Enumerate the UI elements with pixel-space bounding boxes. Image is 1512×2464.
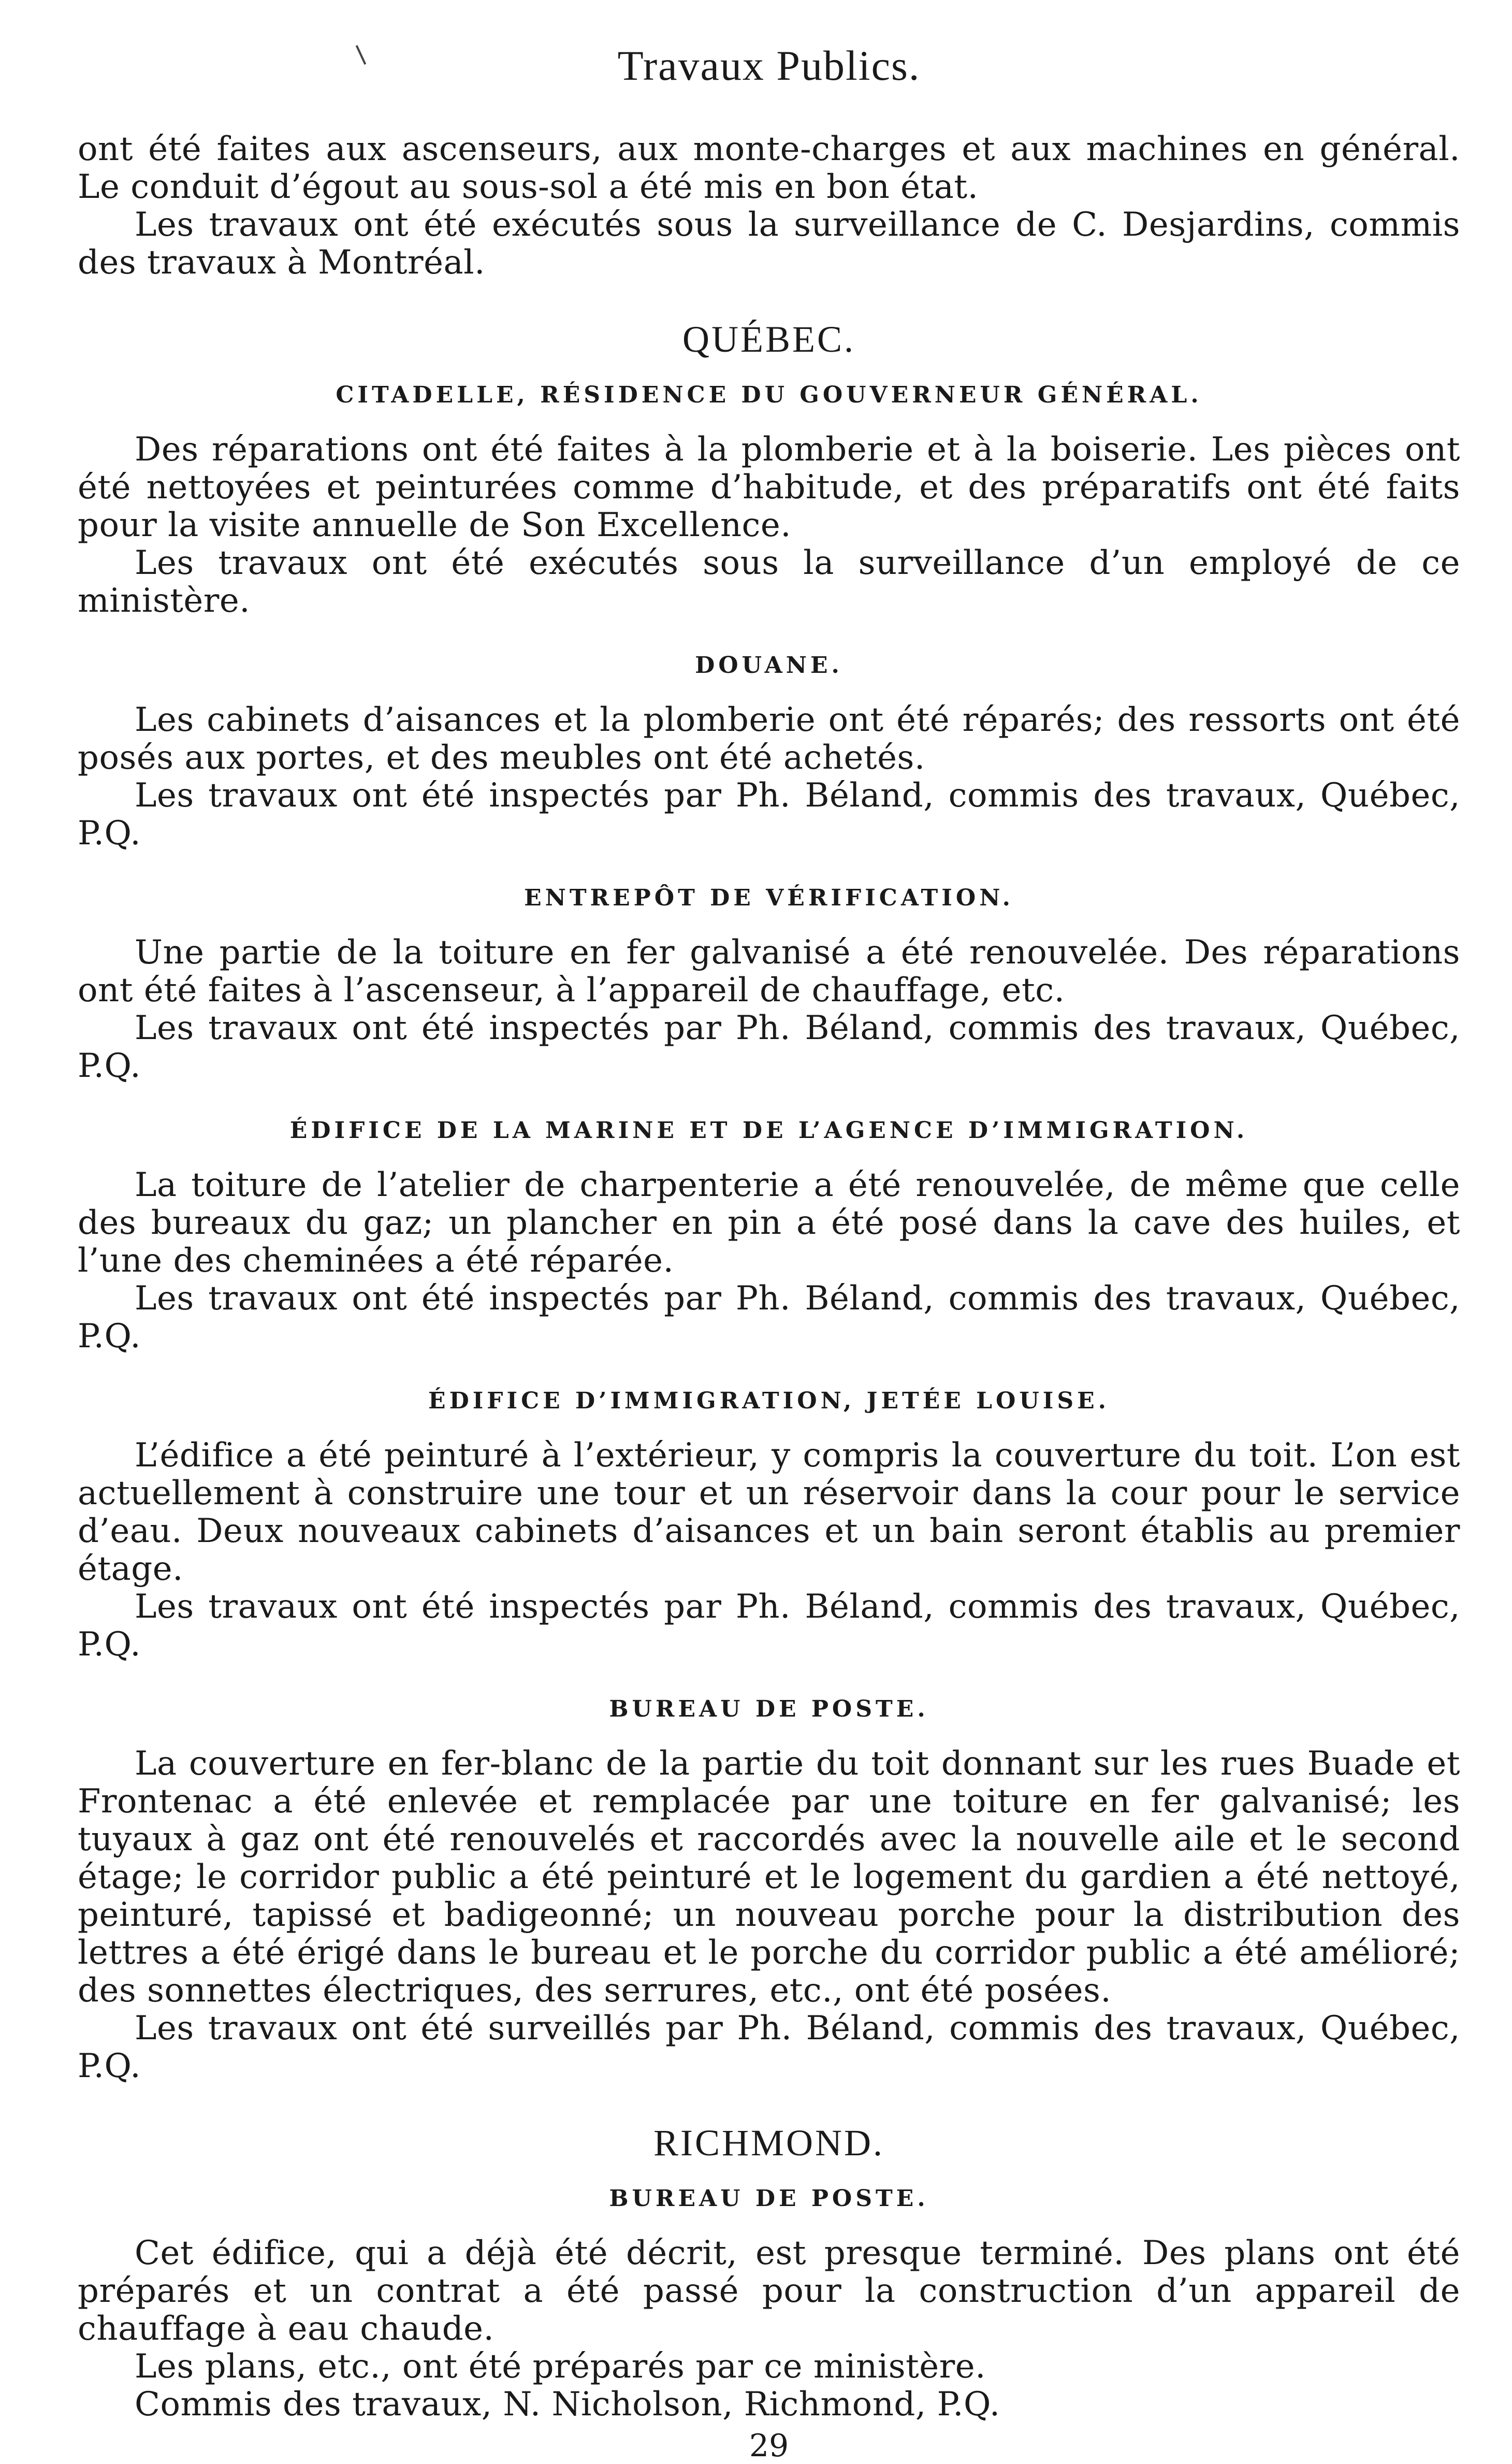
citadelle-paragraph-1: Des réparations ont été faites à la plomberie et à la boiserie. Les pièces ont été nettoyées et peinturées comme d’habitude, et des préparatifs ont été faits pour la visite annuelle de Son Excellence. xyxy=(78,430,1460,544)
douane-paragraph-2: Les travaux ont été inspectés par Ph. Béland, commis des travaux, Québec, P.Q. xyxy=(78,776,1460,853)
marine-paragraph-1: La toiture de l’atelier de charpenterie a été renouvelée, de même que celle des bureaux du gaz; un plancher en pin a été posé dans la cave des huiles, et l’une des cheminées a été réparée. xyxy=(78,1166,1460,1280)
section-heading-bureau-poste-richmond: BUREAU DE POSTE. xyxy=(609,2185,929,2212)
marine-paragraph-2: Les travaux ont été inspectés par Ph. Béland, commis des travaux, Québec, P.Q. xyxy=(78,1279,1460,1356)
entrepot-paragraph-1: Une partie de la toiture en fer galvanisé a été renouvelée. Des réparations ont été faites à l’ascenseur, à l’appareil de chauffage, etc. xyxy=(78,933,1460,1010)
section-heading-entrepot: ENTREPÔT DE VÉRIFICATION. xyxy=(524,885,1014,911)
immigration-paragraph-1: L’édifice a été peinturé à l’extérieur, y compris la couverture du toit. L’on est actuellement à construire une tour et un réservoir dans la cour pour le service d’eau. Deux nouveaux cabinets d’aisances et un bain seront établis au premier étage. xyxy=(78,1436,1460,1588)
douane-paragraph-1: Les cabinets d’aisances et la plomberie ont été réparés; des ressorts ont été posés aux portes, et des meubles ont été achetés. xyxy=(78,701,1460,777)
intro-paragraph-1: ont été faites aux ascenseurs, aux monte-charges et aux machines en général. Le conduit d’égout au sous-sol a été mis en bon état. xyxy=(78,130,1460,206)
entrepot-paragraph-2: Les travaux ont été inspectés par Ph. Béland, commis des travaux, Québec, P.Q. xyxy=(78,1009,1460,1085)
city-heading-quebec: QUÉBEC. xyxy=(682,319,855,360)
running-head: Travaux Publics. xyxy=(617,42,921,89)
intro-paragraph-2: Les travaux ont été exécutés sous la surveillance de C. Desjardins, commis des travaux à Montréal. xyxy=(78,206,1460,282)
richmond-paragraph-2: Les plans, etc., ont été préparés par ce ministère. xyxy=(135,2347,986,2386)
immigration-paragraph-2: Les travaux ont été inspectés par Ph. Béland, commis des travaux, Québec, P.Q. xyxy=(78,1588,1460,1664)
section-heading-marine: ÉDIFICE DE LA MARINE ET DE L’AGENCE D’IMMIGRATION. xyxy=(289,1117,1248,1144)
richmond-paragraph-1: Cet édifice, qui a déjà été décrit, est presque terminé. Des plans ont été préparés et un contrat a été passé pour la construction d’un appareil de chauffage à eau chaude. xyxy=(78,2234,1460,2348)
poste-quebec-paragraph-1: La couverture en fer-blanc de la partie du toit donnant sur les rues Buade et Frontenac a été enlevée et remplacée par une toiture en fer galvanisé; les tuyaux à gaz ont été renouvelés et raccordés avec la nouvelle aile et le second étage; le corridor public a été peinturé et le logement du gardien a été nettoyé, peinturé, tapissé et badigeonné; un nouveau porche pour la distribution des lettres a été érigé dans le bureau et le porche du corridor public a été amélioré; des sonnettes électriques, des serrures, etc., ont été posées. xyxy=(78,1745,1460,2010)
section-heading-bureau-poste-quebec: BUREAU DE POSTE. xyxy=(609,1696,929,1722)
section-heading-immigration: ÉDIFICE D’IMMIGRATION, JETÉE LOUISE. xyxy=(428,1388,1110,1414)
section-heading-citadelle: CITADELLE, RÉSIDENCE DU GOUVERNEUR GÉNÉRAL. xyxy=(336,382,1202,408)
citadelle-paragraph-2: Les travaux ont été exécutés sous la surveillance d’un employé de ce ministère. xyxy=(78,544,1460,620)
page-number: 29 xyxy=(749,2428,789,2464)
poste-quebec-paragraph-2: Les travaux ont été surveillés par Ph. Béland, commis des travaux, Québec, P.Q. xyxy=(78,2009,1460,2085)
richmond-paragraph-3: Commis des travaux, N. Nicholson, Richmond, P.Q. xyxy=(135,2385,1000,2424)
document-page xyxy=(78,41,1460,2464)
section-heading-douane: DOUANE. xyxy=(695,652,843,679)
city-heading-richmond: RICHMOND. xyxy=(653,2122,885,2164)
